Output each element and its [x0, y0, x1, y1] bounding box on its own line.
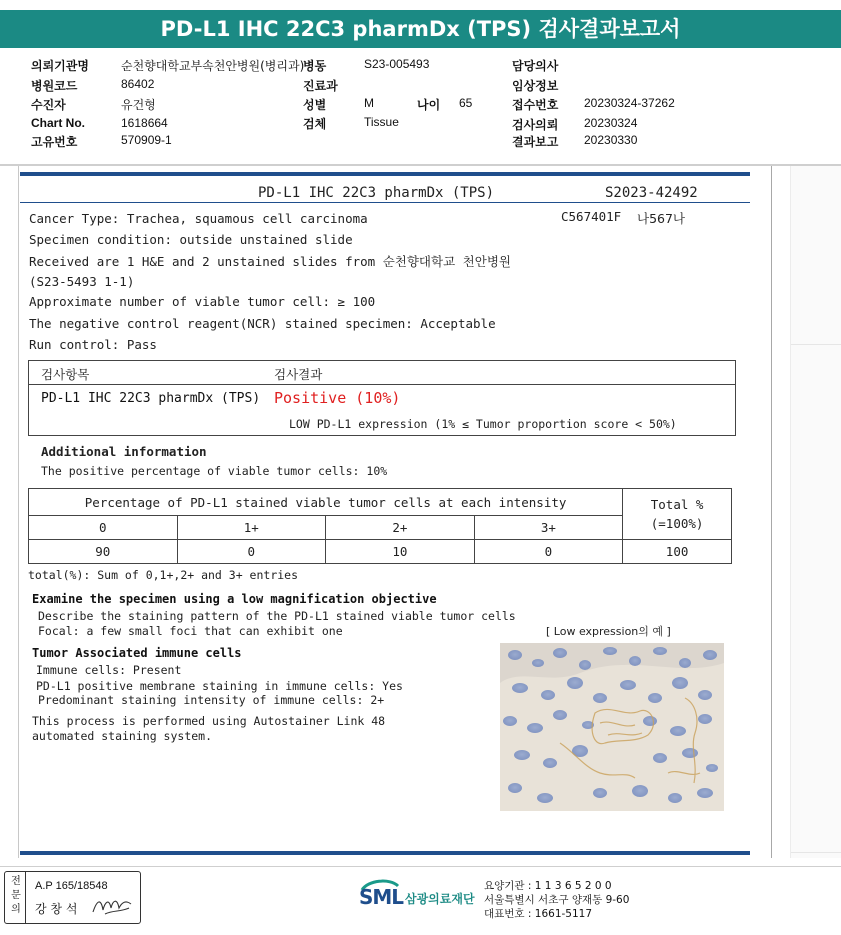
immune-line2: PD-L1 positive membrane staining in immune cells: Yes [36, 679, 403, 693]
institution-label: 의뢰기관명 [31, 59, 89, 73]
low-expression-micrograph [500, 643, 724, 811]
hospital-code-value: 86402 [121, 77, 155, 91]
report-top-rule [20, 172, 750, 176]
age-value: 65 [459, 96, 473, 110]
examine-title: Examine the specimen using a low magnification objective [32, 592, 437, 606]
examine-line2: Focal: a few small foci that can exhibit one [38, 624, 343, 638]
report-line-slide-ref: (S23-5493 1-1) [29, 274, 135, 289]
total-header-line1: Total % [650, 497, 704, 512]
ward-label: 병동 [303, 59, 327, 73]
case-number: S2023-42492 [605, 185, 698, 201]
intensity-table [28, 488, 732, 564]
pathologist-stamp [4, 871, 141, 924]
report-heading: PD-L1 IHC 22C3 pharmDx (TPS) [258, 185, 495, 201]
clinical-info-label: 임상정보 [512, 79, 559, 93]
patient-value: 유건형 [121, 98, 156, 112]
license-number: 요양기관 : 1 1 3 6 5 2 0 0 [484, 880, 612, 892]
report-line-cancer-type: Cancer Type: Trachea, squamous cell carcinoma [29, 211, 368, 226]
request-date-value: 20230324 [584, 116, 638, 130]
level-1plus: 1+ [177, 516, 326, 540]
unique-no-value: 570909-1 [121, 133, 172, 147]
hospital-code-label: 병원코드 [31, 79, 78, 93]
process-line2: automated staining system. [32, 729, 213, 743]
sex-value: M [364, 96, 374, 110]
chart-no-value: 1618664 [121, 116, 168, 130]
immune-line3: Predominant staining intensity of immune cells: 2+ [38, 693, 385, 707]
page-title: PD-L1 IHC 22C3 pharmDx (TPS) 검사결과보고서 [160, 17, 681, 41]
report-line-run-control: Run control: Pass [29, 337, 157, 352]
total-note: total(%): Sum of 0,1+,2+ and 3+ entries [28, 568, 299, 582]
ward-value: S23-005493 [364, 57, 430, 71]
report-heading-rule [20, 202, 750, 203]
frame-right-border [771, 166, 772, 858]
age-label: 나이 [417, 98, 441, 112]
patient-label: 수진자 [31, 98, 66, 112]
specimen-value: Tissue [364, 115, 399, 129]
level-2plus: 2+ [326, 516, 475, 540]
footer-divider [0, 866, 841, 867]
value-1plus: 0 [177, 540, 326, 564]
total-header-line2: (=100%) [650, 516, 704, 531]
value-total: 100 [623, 540, 732, 564]
value-0: 90 [29, 540, 178, 564]
org-phone: 대표번호 : 1661-5117 [484, 908, 593, 920]
additional-info-text: The positive percentage of viable tumor cells: 10% [41, 464, 388, 478]
level-3plus: 3+ [474, 516, 623, 540]
sex-label: 성별 [303, 98, 327, 112]
org-name: 삼광의료재단 [405, 892, 475, 906]
slide-id: C567401F [561, 209, 622, 224]
report-line-specimen: Specimen condition: outside unstained slide [29, 232, 353, 247]
stamp-label: 전문의 [11, 876, 21, 915]
additional-info-title: Additional information [41, 444, 207, 459]
report-line-received: Received are 1 H&E and 2 unstained slides from 순천향대학교 천안병원 [29, 254, 511, 269]
result-interpretation: LOW PD-L1 expression (1% ≤ Tumor proportion score < 50%) [289, 417, 677, 431]
image-caption: [ Low expression의 예 ] [546, 625, 671, 638]
report-line-ncr: The negative control reagent(NCR) stained specimen: Acceptable [29, 316, 496, 331]
immune-title: Tumor Associated immune cells [32, 646, 242, 660]
request-date-label: 검사의뢰 [512, 118, 559, 132]
right-margin-panel [790, 166, 841, 858]
result-table [28, 360, 736, 436]
value-2plus: 10 [326, 540, 475, 564]
signature-icon [91, 894, 133, 918]
process-line1: This process is performed using Autostainer Link 48 [32, 714, 386, 728]
report-line-tumor-count: Approximate number of viable tumor cell: ≥ 100 [29, 294, 376, 309]
institution-value: 순천향대학교부속천안병원(병리과) [121, 59, 305, 73]
receipt-no-label: 접수번호 [512, 98, 559, 112]
sml-logo-text: SML [359, 885, 404, 909]
intensity-header: Percentage of PD-L1 stained viable tumor cells at each intensity [29, 489, 623, 516]
report-date-value: 20230330 [584, 133, 638, 147]
header-divider [0, 164, 841, 166]
total-header [623, 489, 732, 540]
org-address: 서울특별시 서초구 양재동 9-60 [484, 894, 630, 906]
result-col-item: 검사항목 [41, 367, 90, 382]
examine-line1: Describe the staining pattern of the PD-L1 stained viable tumor cells [38, 609, 516, 623]
ap-number: A.P 165/18548 [35, 880, 108, 892]
result-item: PD-L1 IHC 22C3 pharmDx (TPS) [41, 391, 261, 406]
immune-line1: Immune cells: Present [36, 663, 182, 677]
result-col-result: 검사결과 [274, 367, 323, 382]
department-label: 진료과 [303, 79, 338, 93]
level-0: 0 [29, 516, 178, 540]
pathologist-name: 강 창 석 [35, 902, 78, 916]
report-bottom-rule [20, 851, 750, 855]
specimen-label: 검체 [303, 117, 327, 131]
frame-left-border [18, 166, 19, 858]
receipt-no-value: 20230324-37262 [584, 96, 675, 110]
chart-no-label: Chart No. [31, 116, 85, 130]
unique-no-label: 고유번호 [31, 135, 78, 149]
value-3plus: 0 [474, 540, 623, 564]
doctor-label: 담당의사 [512, 59, 559, 73]
report-date-label: 결과보고 [512, 135, 559, 149]
slide-code: 나567나 [637, 211, 686, 226]
result-positive: Positive (10%) [274, 389, 401, 407]
